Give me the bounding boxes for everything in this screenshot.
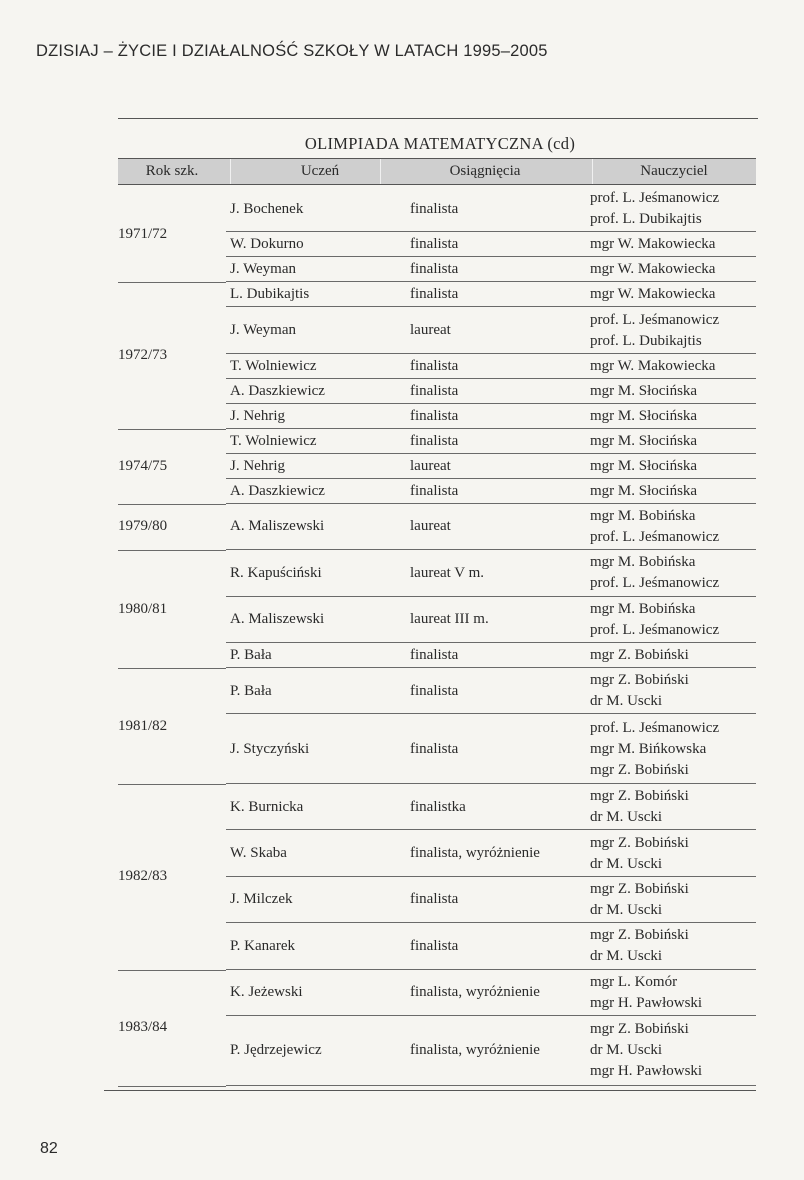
school-year-label: 1972/73 bbox=[118, 347, 168, 364]
teacher-name: mgr Z. Bobiński bbox=[590, 834, 689, 851]
teacher-name: mgr W. Makowiecka bbox=[590, 261, 716, 278]
table-title: OLIMPIADA MATEMATYCZNA (cd) bbox=[304, 134, 576, 153]
achievement: laureat V m. bbox=[410, 564, 485, 581]
teacher-list bbox=[590, 550, 740, 596]
teacher-name: mgr H. Pawłowski bbox=[590, 1063, 703, 1080]
teacher-name: prof. L. Jeśmanowicz bbox=[590, 190, 720, 207]
achievement: laureat bbox=[410, 322, 451, 339]
achievement: laureat bbox=[410, 457, 451, 474]
teacher-name: dr M. Uscki bbox=[590, 693, 663, 710]
teacher-list bbox=[590, 257, 740, 282]
header-student: Uczeń bbox=[300, 163, 340, 179]
year-divider bbox=[118, 1086, 226, 1087]
school-year bbox=[118, 970, 218, 1086]
teacher-name: mgr Z. Bobiński bbox=[590, 927, 689, 944]
table-header bbox=[118, 158, 756, 185]
teacher-list bbox=[590, 429, 740, 454]
school-year bbox=[118, 282, 218, 428]
achievement: finalista bbox=[410, 200, 459, 217]
school-year-label: 1979/80 bbox=[118, 518, 168, 535]
teacher-name: mgr M. Słocińska bbox=[590, 407, 698, 424]
school-year-label: 1971/72 bbox=[118, 225, 168, 242]
student-name: J. Weyman bbox=[230, 261, 297, 278]
header-teacher: Nauczyciel bbox=[640, 163, 708, 179]
student-name: A. Maliszewski bbox=[230, 611, 325, 628]
achievement: finalista bbox=[410, 482, 459, 499]
achievement: laureat bbox=[410, 518, 451, 535]
teacher-name: mgr M. Bobińska bbox=[590, 554, 696, 571]
student-name: A. Maliszewski bbox=[230, 518, 325, 535]
student-name: P. Bała bbox=[230, 647, 272, 663]
teacher-list bbox=[590, 479, 740, 504]
teacher-name: prof. L. Jeśmanowicz bbox=[590, 575, 720, 592]
student-name: K. Burnicka bbox=[230, 798, 304, 815]
teacher-name: prof. L. Jeśmanowicz bbox=[590, 311, 720, 328]
teacher-name: mgr M. Bińkowska bbox=[590, 740, 707, 757]
student-name: J. Weyman bbox=[230, 322, 297, 339]
achievement: finalista bbox=[410, 286, 459, 303]
teacher-name: mgr Z. Bobiński bbox=[590, 672, 689, 689]
achievement: finalista bbox=[410, 891, 459, 908]
teacher-name: prof. L. Dubikajtis bbox=[590, 332, 702, 349]
student-name: J. Milczek bbox=[230, 891, 293, 908]
header-year: Rok szk. bbox=[145, 163, 199, 179]
teacher-name: prof. L. Jeśmanowicz bbox=[590, 719, 720, 736]
student-name: T. Wolniewicz bbox=[230, 432, 317, 449]
teacher-name: dr M. Uscki bbox=[590, 1042, 663, 1059]
school-year bbox=[118, 504, 218, 550]
student-name: A. Daszkiewicz bbox=[230, 482, 325, 499]
teacher-list bbox=[590, 784, 740, 830]
teacher-name: mgr L. Komór bbox=[590, 973, 678, 990]
school-year bbox=[118, 550, 218, 668]
achievement: laureat III m. bbox=[410, 611, 489, 628]
teacher-name: mgr Z. Bobiński bbox=[590, 788, 689, 805]
teacher-name: mgr H. Pawłowski bbox=[590, 994, 703, 1011]
teacher-name: mgr Z. Bobiński bbox=[590, 761, 689, 778]
achievement: finalista bbox=[410, 647, 459, 663]
top-rule bbox=[118, 118, 758, 119]
row-divider bbox=[226, 1085, 756, 1086]
achievement: finalista, wyróżnienie bbox=[410, 1042, 540, 1059]
teacher-name: mgr Z. Bobiński bbox=[590, 647, 689, 663]
achievement: finalista, wyróżnienie bbox=[410, 845, 540, 862]
teacher-list bbox=[590, 923, 740, 969]
teacher-name: mgr M. Słocińska bbox=[590, 382, 698, 399]
running-head: DZISIAJ – ŻYCIE I DZIAŁALNOŚĆ SZKOŁY W LATACH 1995–2005 bbox=[36, 42, 548, 60]
teacher-name: prof. L. Dubikajtis bbox=[590, 211, 702, 228]
teacher-name: dr M. Uscki bbox=[590, 901, 663, 918]
student-name: P. Kanarek bbox=[230, 937, 295, 954]
teacher-list bbox=[590, 877, 740, 923]
student-name: K. Jeżewski bbox=[230, 984, 303, 1001]
school-year bbox=[118, 784, 218, 970]
student-name: J. Nehrig bbox=[230, 457, 285, 474]
teacher-list bbox=[590, 232, 740, 257]
teacher-name: mgr M. Słocińska bbox=[590, 432, 698, 449]
teacher-name: mgr M. Bobińska bbox=[590, 600, 696, 617]
teacher-name: dr M. Uscki bbox=[590, 809, 663, 826]
teacher-list bbox=[590, 597, 740, 643]
teacher-name: mgr Z. Bobiński bbox=[590, 880, 689, 897]
teacher-name: mgr Z. Bobiński bbox=[590, 1021, 689, 1038]
student-name: R. Kapuściński bbox=[230, 564, 322, 581]
achievement: finalista bbox=[410, 682, 459, 699]
achievement: finalista bbox=[410, 407, 459, 424]
school-year bbox=[118, 186, 218, 282]
student-name: L. Dubikajtis bbox=[230, 286, 310, 303]
teacher-name: mgr M. Słocińska bbox=[590, 457, 698, 474]
student-name: P. Bała bbox=[230, 682, 272, 699]
teacher-list bbox=[590, 714, 740, 784]
achievement: finalista bbox=[410, 432, 459, 449]
student-name: A. Daszkiewicz bbox=[230, 382, 325, 399]
school-year-label: 1974/75 bbox=[118, 457, 168, 474]
bottom-rule bbox=[104, 1090, 756, 1091]
teacher-name: dr M. Uscki bbox=[590, 948, 663, 965]
achievement: finalista bbox=[410, 261, 459, 278]
teacher-name: mgr M. Słocińska bbox=[590, 482, 698, 499]
teacher-list bbox=[590, 354, 740, 379]
teacher-list bbox=[590, 504, 740, 550]
achievement: finalista, wyróżnienie bbox=[410, 984, 540, 1001]
header-achievement: Osiągnięcia bbox=[449, 163, 521, 179]
achievement: finalista bbox=[410, 382, 459, 399]
achievement: finalista bbox=[410, 937, 459, 954]
teacher-list bbox=[590, 404, 740, 429]
school-year bbox=[118, 668, 218, 784]
teacher-name: prof. L. Jeśmanowicz bbox=[590, 528, 720, 545]
teacher-list bbox=[590, 379, 740, 404]
teacher-list bbox=[590, 830, 740, 876]
student-name: J. Nehrig bbox=[230, 407, 285, 424]
student-name: J. Bochenek bbox=[230, 200, 304, 217]
achievement: finalista bbox=[410, 236, 459, 253]
teacher-list bbox=[590, 282, 740, 307]
achievement: finalista bbox=[410, 740, 459, 757]
teacher-list bbox=[590, 307, 740, 353]
student-name: W. Skaba bbox=[230, 845, 287, 862]
school-year-label: 1983/84 bbox=[118, 1019, 168, 1036]
teacher-list bbox=[590, 1016, 740, 1086]
student-name: T. Wolniewicz bbox=[230, 357, 317, 374]
teacher-list bbox=[590, 454, 740, 479]
student-name: W. Dokurno bbox=[230, 236, 304, 253]
teacher-name: mgr W. Makowiecka bbox=[590, 357, 716, 374]
teacher-name: prof. L. Jeśmanowicz bbox=[590, 621, 720, 638]
teacher-list bbox=[590, 668, 740, 714]
teacher-name: mgr W. Makowiecka bbox=[590, 236, 716, 253]
student-name: J. Styczyński bbox=[230, 740, 310, 757]
teacher-name: mgr W. Makowiecka bbox=[590, 286, 716, 303]
teacher-name: mgr M. Bobińska bbox=[590, 507, 696, 524]
student-name: P. Jędrzejewicz bbox=[230, 1042, 322, 1059]
teacher-name: dr M. Uscki bbox=[590, 855, 663, 872]
teacher-list bbox=[590, 970, 740, 1016]
teacher-list bbox=[590, 643, 740, 668]
page-number: 82 bbox=[40, 1140, 58, 1157]
teacher-list bbox=[590, 186, 740, 232]
school-year-label: 1982/83 bbox=[118, 868, 168, 885]
school-year-label: 1981/82 bbox=[118, 717, 168, 734]
school-year bbox=[118, 429, 218, 504]
achievement: finalistka bbox=[410, 798, 466, 815]
school-year-label: 1980/81 bbox=[118, 600, 168, 617]
achievement: finalista bbox=[410, 357, 459, 374]
